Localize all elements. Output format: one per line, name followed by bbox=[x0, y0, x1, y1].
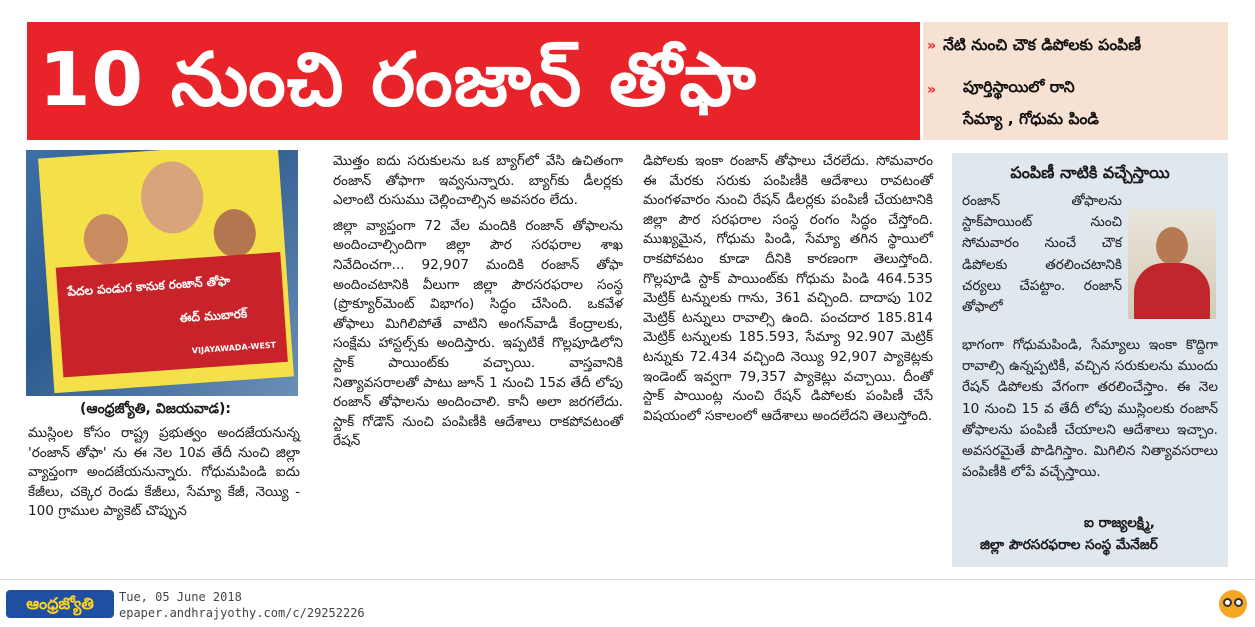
article-column-2 bbox=[333, 152, 623, 452]
face-portrait bbox=[82, 213, 129, 266]
bag-red-panel bbox=[56, 252, 288, 377]
saree-shape bbox=[1134, 263, 1210, 319]
bag-text-line: పేదల పండుగ కానుక రంజాన్ తోఫా bbox=[66, 273, 231, 299]
bullet-icon: » bbox=[927, 82, 937, 98]
sidebar-text: రంజాన్ తోఫాలను స్టాక్‌పాయింట్ నుంచి సోమవారం నుంచే చౌక డిపోలకు తరలించటానికి చర్యలు చేపట్టాం. రంజాన్ తోఫాలో bbox=[962, 193, 1122, 316]
sidebar-text: భాగంగా గోధుమపిండి, సేమ్యాలు ఇంకా కొద్దిగా రావాల్సి ఉన్నప్పటికీ, వచ్చిన సరుకులను ముందు రేషన్ డిపోలకు వేగంగా తరలించేస్తాం. ఈ నెల 10 నుంచి 15 వ తేదీ లోపు ముస్లింలకు రంజాన్ తోఫాలను పంపిణీ చేయాలని ఆదేశాలు ఇచ్చాం. అవసరమైతే పొడిగిస్తాం. మిగిలిన నిత్యావసరాలు పంపిణీకి లోపే వచ్చేస్తాయి. bbox=[962, 337, 1218, 481]
highlight-point-1: నేటి నుంచి చౌక డిపోలకు పంపిణీ bbox=[943, 36, 1142, 54]
paragraph: డిపోలకు ఇంకా రంజాన్ తోఫాలు చేరలేదు. సోమవారం ఈ మేరకు సరుకు పంపిణీకి ఆదేశాలు రావటంతో మంగళవారం నుంచి రేషన్ డీలర్లకు పంపిణీ చేయటానికి జిల్లా పౌర సరఫరాల సంస్థ రంగం సిద్ధం చేస్తోంది. ముఖ్యమైన, గోధుమ పిండి, సేమ్యా తగిన స్థాయిలో రాకపోవటం కూడా దీనికి కారణంగా తెలుస్తోంది. గొల్లపూడి స్టాక్ పాయింట్‌కు గోధుమ పిండి 464.535 మెట్రిక్ టన్నులకు గాను, 361 వచ్చింది. దాదాపు 102 మెట్రిక్ టన్నులు రావాల్సి ఉంది. పంచదార 185.814 మెట్రిక్ టన్నులకు 185.593, సేమ్యా 92.907 మెట్రిక్ టన్నుకు 72.434 వచ్చింది నెయ్యి 92,907 ప్యాకెట్లకు ఇండెంట్ ఇవ్వగా 79,357 ప్యాకెట్లు వచ్చాయి. దీంతో స్టాక్ పాయింట్ల నుంచి రేషన్ డిపోలకు పంపిణీ చేసే విషయంలో సకాలంలో ఆదేశాలు అందలేదని తెలుస్తోంది. bbox=[643, 153, 933, 424]
bag-text-line: ఈద్ ముబారక్ bbox=[179, 306, 248, 326]
sidebar-title: పంపిణీ నాటికి వచ్చేస్తాయి bbox=[1010, 163, 1170, 182]
official-designation: జిల్లా పౌరసరఫరాల సంస్థ మేనేజర్ bbox=[980, 537, 1158, 553]
official-name: ఐ రాజ్యలక్ష్మి, bbox=[1084, 515, 1155, 531]
publish-date: Tue, 05 June 2018 bbox=[119, 590, 242, 604]
highlight-point-3: సేమ్యా , గోధుమ పిండి bbox=[963, 110, 1099, 128]
sidebar-quote-box bbox=[952, 153, 1228, 567]
banner-arrow bbox=[904, 22, 920, 140]
paragraph: మొత్తం ఐదు సరుకులను ఒక బ్యాగ్‌లో వేసి ఉచితంగా రంజాన్ తోఫాగా ఇవ్వనున్నారు. బ్యాగ్‌కు డీలర్లకు ఎలాంటి రుసుము చెల్లించాల్సిన అవసరం లేదు. bbox=[333, 153, 623, 209]
paragraph: ముస్లింల కోసం రాష్ట్ర ప్రభుత్వం అందజేయనున్న 'రంజాన్ తోఫా' ను ఈ నెల 10వ తేదీ నుంచి జిల్లా వ్యాప్తంగా అందజేయనున్నారు. గోధుమపిండి ఐదు కేజీలు, చక్కెర రెండు కేజీలు, సేమ్యా కేజీ, నెయ్యి - 100 గ్రాముల ప్యాకెట్ చొప్పున bbox=[28, 425, 300, 520]
news-photo bbox=[26, 150, 298, 396]
face-portrait bbox=[139, 159, 206, 235]
face-portrait bbox=[1156, 227, 1188, 265]
dateline: (ఆంధ్రజ్యోతి, విజయవాడ): bbox=[80, 401, 231, 417]
highlight-point-2: పూర్తిస్థాయిలో రాని bbox=[963, 78, 1075, 96]
publication-logo[interactable]: ఆంధ్రజ్యోతి bbox=[6, 590, 114, 618]
tofa-bag bbox=[38, 150, 294, 393]
highlights-box bbox=[923, 22, 1228, 140]
bag-text-line: VIJAYAWADA-WEST bbox=[191, 340, 277, 356]
official-photo bbox=[1128, 209, 1216, 319]
article-column-3 bbox=[643, 152, 933, 426]
epaper-link[interactable]: epaper.andhrajyothy.com/c/29252226 bbox=[119, 606, 365, 620]
bullet-icon: » bbox=[927, 38, 937, 54]
headline: 10 నుంచి రంజాన్ తోఫా bbox=[39, 37, 757, 123]
face-portrait bbox=[212, 208, 257, 259]
owl-icon bbox=[1219, 590, 1247, 618]
headline-banner bbox=[27, 22, 920, 140]
article-column-1 bbox=[28, 424, 300, 522]
paragraph: జిల్లా వ్యాప్తంగా 72 వేల మందికి రంజాన్ తోఫాలను అందించాల్సిందిగా జిల్లా పౌర సరఫరాల శాఖ నివేదించగా... 92,907 మందికి రంజాన్ తోఫా అందించటానికి వీలుగా జిల్లా పౌరసరఫరాల సంస్థ (ప్రొక్యూర్‌మెంట్ విభాగం) సిద్ధం చేసింది. ఒకవేళ తోఫాలు మిగిలిపోతే వాటిని అంగన్‌వాడీ కేంద్రాలకు, సంక్షేమ హాస్టల్స్‌కు అందిస్తారు. ఇప్పటికే గొల్లపూడిలోని స్టాక్ పాయింట్‌కు వచ్చాయి. వాస్తవానికి నిత్యావసరాలతో పాటు జూన్ 1 నుంచి 15వ తేదీ లోపు రంజాన్ తోఫాలను అందించాలి. కానీ అలా జరగలేదు. స్టాక్ గోడౌన్ నుంచి పంపిణీకి ఆదేశాలు రాకపోవటంతో రేషన్ bbox=[333, 217, 623, 450]
